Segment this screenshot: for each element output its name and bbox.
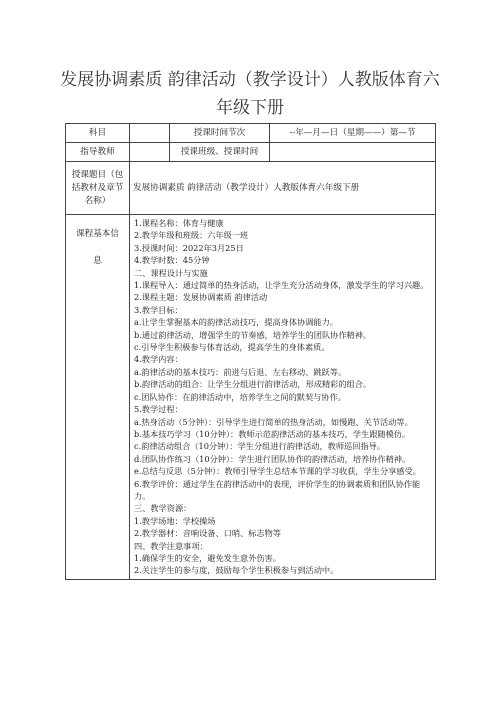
content-line: 3.教学目标： [134, 304, 183, 315]
table-row [66, 124, 436, 143]
content-line: 4.教学内容： [134, 354, 183, 365]
content-line: e.总结与反思（5分钟）：教师引导学生总结本节课的学习收获，学生分享感受。 [134, 466, 421, 477]
content-line: b.韵律活动的组合：让学生分组进行韵律活动，形成精彩的组合。 [134, 379, 372, 390]
content-line: 6.教学评价：通过学生在韵律活动中的表现，评价学生的协调素质和团队协作能力。 [134, 478, 421, 501]
schedule-value: --年—月—日（星期——）第—节 [270, 124, 436, 143]
class-time-label: 授课班级、授课时间 [170, 143, 270, 162]
content-line: a.让学生掌握基本的韵律活动技巧，提高身体协调能力。 [134, 317, 338, 328]
content-line: 1.教学场地：学校操场 [134, 515, 216, 526]
document-title-line-2: 年级下册 [216, 98, 284, 118]
schedule-label: 授课时间节次 [170, 124, 270, 143]
basic-info-label-top: 课程基本信 [76, 229, 119, 239]
content-line: 5.教学过程： [134, 404, 183, 415]
content-line: 2.关注学生的参与度，鼓励每个学生积极参与到活动中。 [134, 565, 339, 576]
subject-label: 科目 [66, 124, 130, 143]
content-line: 三、教学资源： [134, 503, 192, 514]
document-title [40, 66, 460, 122]
subject-value [130, 124, 170, 143]
topic-label: 授课题目（包括教材及章节名称） [66, 162, 130, 215]
content-line: 二、课程设计与实施 [134, 267, 208, 278]
table-row [66, 215, 436, 580]
content-line: d.团队协作练习（10分钟）：学生进行团队协作的韵律活动，培养协作精神。 [134, 453, 411, 464]
basic-info-label [66, 215, 130, 580]
content-line: b.通过韵律活动，增强学生的节奏感，培养学生的团队协作精神。 [134, 329, 372, 340]
class-time-value [270, 143, 436, 162]
content-line: a.热身活动（5分钟）：引导学生进行简单的热身活动，如慢跑、关节活动等。 [134, 416, 413, 427]
content-line: 2.课程主题：发展协调素质 韵律活动 [134, 292, 268, 303]
content-line: 1.确保学生的安全，避免发生意外伤害。 [134, 552, 281, 563]
content-line: 四、教学注意事项： [134, 540, 208, 551]
table-row [66, 143, 436, 162]
content-line: 2.教学年级和班级：六年级一班 [134, 230, 249, 241]
content-line: a.韵律活动的基本技巧：前进与后退、左右移动、跳跃等。 [134, 366, 347, 377]
content-line: c.引导学生积极参与体育活动，提高学生的身体素质。 [134, 342, 330, 353]
content-line: 1.课程导入：通过简单的热身活动，让学生充分活动身体，激发学生的学习兴趣。 [134, 280, 429, 291]
document-title-line-1: 发展协调素质 韵律活动（教学设计）人教版体育六 [60, 70, 440, 90]
content-line: c.团队协作：在韵律活动中，培养学生之间的默契与协作。 [134, 391, 346, 402]
teacher-value [130, 143, 170, 162]
lesson-plan-table [65, 123, 436, 580]
topic-value: 发展协调素质 韵律活动（教学设计）人教版体育六年级下册 [130, 162, 436, 215]
content-line: 4.教学时数：45分钟 [134, 255, 210, 266]
content-line: b.基本技巧学习（10分钟）：教师示范韵律活动的基本技巧，学生跟随模仿。 [134, 428, 411, 439]
content-line: 2.教学器材：音响设备、口哨、标志物等 [134, 528, 281, 539]
content-line: 3.授课时间：2022年3月25日 [134, 242, 244, 253]
basic-info-label-bottom: 息 [93, 256, 102, 266]
teacher-label: 指导教师 [66, 143, 130, 162]
basic-info-content [130, 215, 436, 580]
content-line: 1.课程名称：体育与健康 [134, 218, 224, 228]
table-row [66, 162, 436, 215]
content-line: c.韵律活动组合（10分钟）：学生分组进行韵律活动，教师巡回指导。 [134, 441, 385, 452]
